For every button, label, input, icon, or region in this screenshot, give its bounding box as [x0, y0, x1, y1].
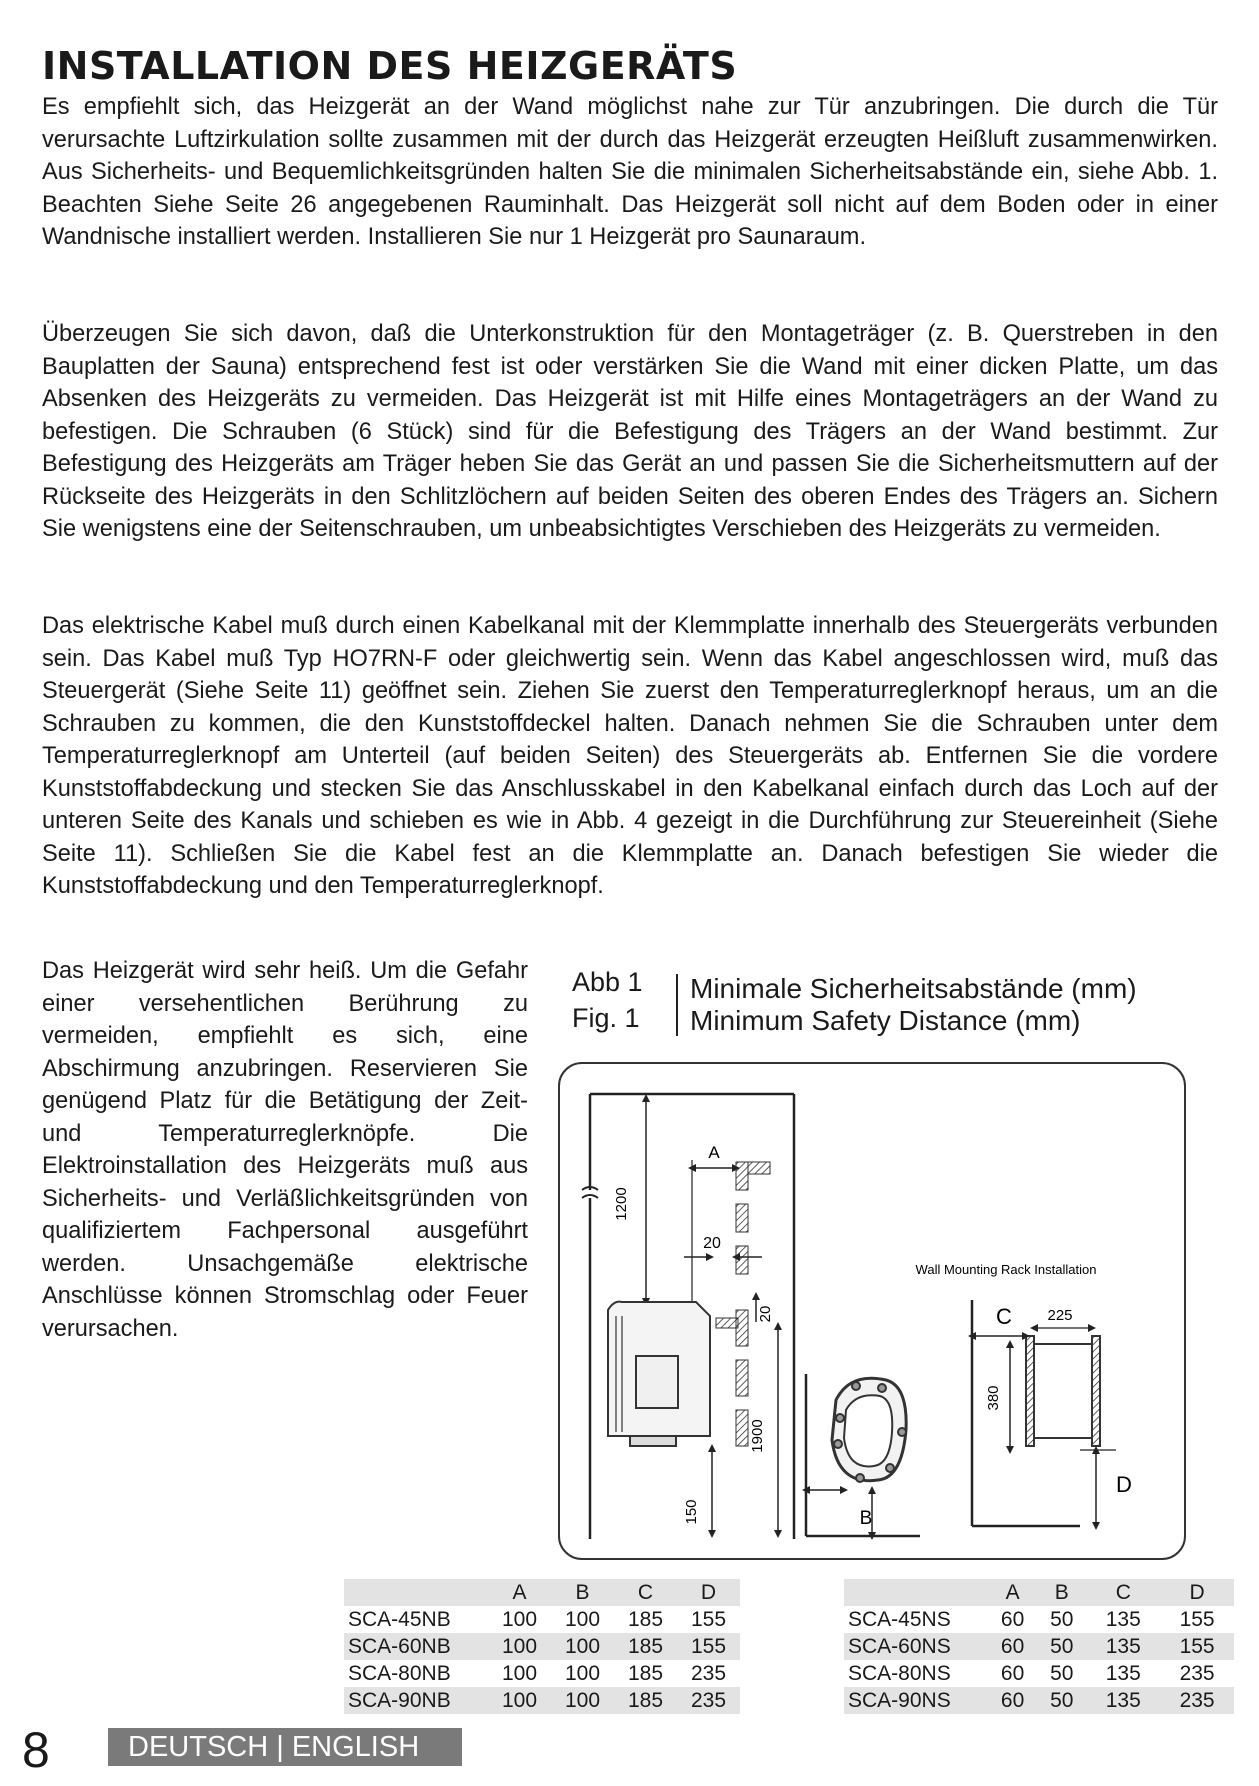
language-bar: DEUTSCH | ENGLISH: [108, 1728, 462, 1766]
model-cell: SCA-90NB: [344, 1687, 488, 1714]
table-cell: 50: [1050, 1607, 1074, 1631]
spec-table-nb: [344, 1579, 740, 1714]
table-cell: 60: [988, 1633, 1037, 1660]
table-cell: 185: [614, 1633, 677, 1660]
dim-c-label: C: [996, 1304, 1012, 1329]
heater-side: [608, 1302, 710, 1446]
table-row: [344, 1633, 740, 1660]
page-number: 8: [22, 1722, 50, 1778]
table-header-row: [344, 1579, 740, 1606]
table-header-cell: D: [677, 1579, 740, 1606]
figure-title-en: Minimum Safety Distance (mm): [690, 1005, 1081, 1036]
figure-label-de: Abb 1: [572, 967, 643, 997]
dim-1200-label: 1200: [613, 1187, 630, 1221]
model-cell: SCA-80NS: [848, 1661, 951, 1685]
paragraph-placement: Es empfiehlt sich, das Heizgerät an der Wand möglichst nahe zur Tür anzubringen. Die durch die Tür verursachte Luftzirkulation sollte zusammen mit der durch das Heizgerät erzeugten Heißluft zusammenwirken. Aus Sicherheits- und Bequemlichkeitsgründen halten Sie die minimalen Sicherheitsabstände ein, siehe Abb. 1. Beachten Siehe Seite 26 angegebenen Rauminhalt. Das Heizgerät soll nicht auf dem Boden oder in einer Wandnische installiert werden. Installieren Sie nur 1 Heizgerät pro Saunaraum.: [42, 94, 1218, 250]
table-cell: 100: [501, 1661, 538, 1685]
table-cell: 135: [1105, 1661, 1141, 1685]
dim-a-label: A: [708, 1143, 720, 1162]
model-cell: SCA-80NB: [348, 1661, 451, 1685]
table-header-cell: A: [988, 1579, 1037, 1606]
table-header-cell: D: [1160, 1579, 1234, 1606]
table-header-cell: C: [1086, 1579, 1160, 1606]
table-cell: 60: [1000, 1661, 1025, 1685]
table-cell: 185: [627, 1607, 664, 1631]
table-cell: 50: [1037, 1633, 1086, 1660]
rack: [1026, 1336, 1100, 1446]
table-cell: 100: [564, 1607, 601, 1631]
figure-divider: [676, 974, 678, 1036]
table-cell: 235: [1179, 1661, 1215, 1685]
rack-title: Wall Mounting Rack Installation: [915, 1262, 1097, 1277]
table-header-cell: C: [614, 1579, 677, 1606]
table-cell: 235: [1160, 1687, 1234, 1714]
dim-20-vertical-label: 20: [757, 1305, 774, 1323]
dim-1900-label: 1900: [749, 1419, 766, 1453]
table-cell: 100: [488, 1687, 551, 1714]
table-cell: 50: [1037, 1687, 1086, 1714]
diagram-drawing: [560, 1064, 1186, 1560]
page-title: INSTALLATION DES HEIZGERÄTS: [42, 44, 738, 88]
table-cell: 100: [564, 1661, 601, 1685]
table-cell: 135: [1105, 1607, 1141, 1631]
model-cell: SCA-60NS: [844, 1633, 988, 1660]
table-row: [344, 1660, 740, 1687]
heater-top: [832, 1378, 906, 1482]
figure-title-de: Minimale Sicherheitsabstände (mm): [690, 973, 1137, 1004]
table-cell: 60: [1000, 1607, 1025, 1631]
table-row: [844, 1660, 1234, 1687]
figure-label: [572, 964, 643, 1036]
model-cell: SCA-60NB: [344, 1633, 488, 1660]
figure-label-en: Fig. 1: [572, 1003, 640, 1033]
table-cell: 155: [690, 1607, 727, 1631]
table-cell: 185: [627, 1661, 664, 1685]
table-cell: 135: [1086, 1633, 1160, 1660]
table-header-cell: B: [551, 1579, 614, 1606]
safety-distance-diagram: [558, 1062, 1186, 1560]
table-cell: 100: [501, 1607, 538, 1631]
table-cell: 155: [677, 1633, 740, 1660]
table-cell: 155: [1160, 1633, 1234, 1660]
dim-d-label: D: [1116, 1472, 1132, 1497]
table-cell: 100: [551, 1687, 614, 1714]
dim-20-horizontal-label: 20: [703, 1235, 721, 1252]
table-cell: 155: [1179, 1607, 1215, 1631]
figure-title: [690, 973, 1137, 1037]
table-cell: 185: [614, 1687, 677, 1714]
model-cell: SCA-45NS: [848, 1607, 951, 1631]
table-row: [844, 1633, 1234, 1660]
spec-table-ns: [844, 1579, 1234, 1714]
paragraph-electrical-cable: Das elektrische Kabel muß durch einen Kabelkanal mit der Klemmplatte innerhalb des Steuergeräts verbunden sein. Das Kabel muß Typ HO7RN-F oder gleichwertig sein. Wenn das Kabel angeschlossen wird, muß das Steuergerät (Siehe Seite 11) geöffnet sein. Ziehen Sie zuerst den Temperaturreglerknopf heraus, um an die Schrauben zu kommen, die den Kunststoffdeckel halten. Danach nehmen Sie die Schrauben unter dem Temperaturreglerknopf am Unterteil (auf beiden Seiten) des Steuergeräts ab. Entfernen Sie die vordere Kunststoffabdeckung und stecken Sie das Anschlusskabel in den Kabelkanal einfach durch das Loch auf der unteren Seite des Kanals und schieben es wie in Abb. 4 gezeigt in die Durchführung zur Steuereinheit (Siehe Seite 11). Schließen Sie die Kabel fest an die Klemmplatte an. Danach befestigen Sie wieder die Kunststoffabdeckung und den Temperaturreglerknopf.: [42, 613, 1218, 899]
dim-380-label: 380: [985, 1385, 1002, 1411]
wall-hatch: [716, 1162, 770, 1446]
table-cell: 50: [1050, 1661, 1074, 1685]
dim-150-label: 150: [683, 1499, 700, 1525]
dim-225-label: 225: [1047, 1307, 1073, 1324]
table-cell: 135: [1086, 1687, 1160, 1714]
table-row: [844, 1687, 1234, 1714]
table-row: [344, 1687, 740, 1714]
table-header-cell: [344, 1579, 488, 1606]
table-cell: 235: [690, 1661, 727, 1685]
table-cell: 100: [488, 1633, 551, 1660]
table-header-row: [844, 1579, 1234, 1606]
table-header-cell: A: [488, 1579, 551, 1606]
table-header-cell: B: [1037, 1579, 1086, 1606]
model-cell: SCA-90NS: [844, 1687, 988, 1714]
table-cell: 235: [677, 1687, 740, 1714]
paragraph-mounting: Überzeugen Sie sich davon, daß die Unterkonstruktion für den Montageträger (z. B. Querstreben in den Bauplatten der Sauna) entsprechend fest ist oder verstärken Sie die Wand mit einer dicken Platte, um das Absenken des Heizgeräts zu vermeiden. Das Heizgerät ist mit Hilfe eines Montageträgers an der Wand zu befestigen. Die Schrauben (6 Stück) sind für die Befestigung des Trägers an der Wand bestimmt. Zur Befestigung des Heizgeräts am Träger heben Sie das Gerät an und passen Sie die Sicherheitsmuttern auf der Rückseite des Heizgeräts in den Schlitzlöchern auf beiden Seiten des oberen Endes des Trägers an. Sichern Sie wenigstens eine der Seitenschrauben, um unbeabsichtigtes Verschieben des Heizgeräts zu vermeiden.: [42, 321, 1218, 542]
table-cell: 60: [988, 1687, 1037, 1714]
table-row: [844, 1606, 1234, 1633]
model-cell: SCA-45NB: [348, 1607, 451, 1631]
table-header-cell: [844, 1579, 988, 1606]
table-row: [344, 1606, 740, 1633]
dim-b-label: B: [859, 1508, 873, 1529]
paragraph-safety-warning: Das Heizgerät wird sehr heiß. Um die Gefahr einer versehentlichen Berührung zu vermeiden, empfiehlt es sich, eine Abschirmung anzubringen. Reservieren Sie genügend Platz für die Betätigung der Zeit- und Temperaturreglerknöpfe. Die Elektroinstallation des Heizgeräts muß aus Sicherheits- und Verläßlichkeitsgründen von qualifiziertem Fachpersonal ausgeführt werden. Unsachgemäße elektrische Anschlüsse können Stromschlag oder Feuer verursachen.: [42, 958, 528, 1342]
table-cell: 100: [551, 1633, 614, 1660]
